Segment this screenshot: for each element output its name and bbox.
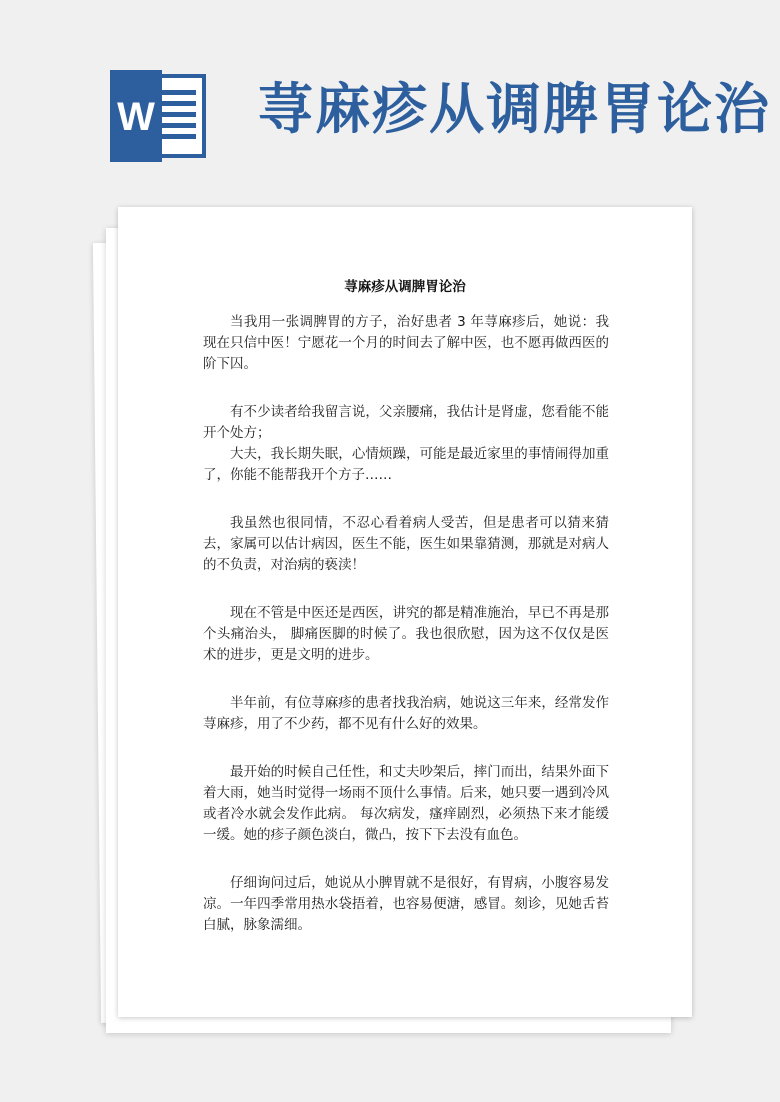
document-title: 荨麻疹从调脾胃论治 [344,279,466,295]
header-banner [0,0,780,200]
paragraph-6: 半年前，有位荨麻疹的患者找我治病，她说这三年来，经常发作荨麻疹，用了不少药，都不见有什么好的效果。 [203,695,609,732]
paragraph-4: 我虽然也很同情，不忍心看着病人受苦，但是患者可以猜来猜去，家属可以估计病因，医生不能，医生如果靠猜测，那就是对病人的不负责，对治病的亵渎！ [203,515,609,573]
word-document-icon [108,70,208,162]
paragraph-2: 有不少读者给我留言说，父亲腰痛，我估计是肾虚，您看能不能开个处方； [203,404,609,441]
paragraph-1: 当我用一张调脾胃的方子，治好患者 3 年荨麻疹后，她说：我现在只信中医！宁愿花一个月的时间去了解中医，也不愿再做西医的阶下囚。 [203,314,609,372]
document-page [118,207,692,1017]
paragraph-3: 大夫，我长期失眠，心情烦躁，可能是最近家里的事情闹得加重了，你能不能帮我开个方子…… [203,446,609,483]
paragraph-5: 现在不管是中医还是西医，讲究的都是精准施治，早已不再是那个头痛治头， 脚痛医脚的时候了。我也很欣慰，因为这不仅仅是医术的进步，更是文明的进步。 [203,605,609,663]
header-title: 荨麻疹从调脾胃论治 [258,77,772,141]
document-body [203,312,609,936]
paragraph-8: 仔细询问过后，她说从小脾胃就不是很好，有胃病，小腹容易发凉。一年四季常用热水袋捂着，也容易便溏，感冒。刻诊，见她舌苔白腻，脉象濡细。 [203,875,609,933]
paragraph-7: 最开始的时候自己任性，和丈夫吵架后，摔门而出，结果外面下着大雨，她当时觉得一场雨不顶什么事情。后来，她只要一遇到冷风或者冷水就会发作此病。 每次病发，瘙痒剧烈，必须热下来才能缓一缓。她的疹子颜色淡白，微凸，按下下去没有血色。 [203,764,609,843]
word-icon-letter: W [117,95,155,139]
